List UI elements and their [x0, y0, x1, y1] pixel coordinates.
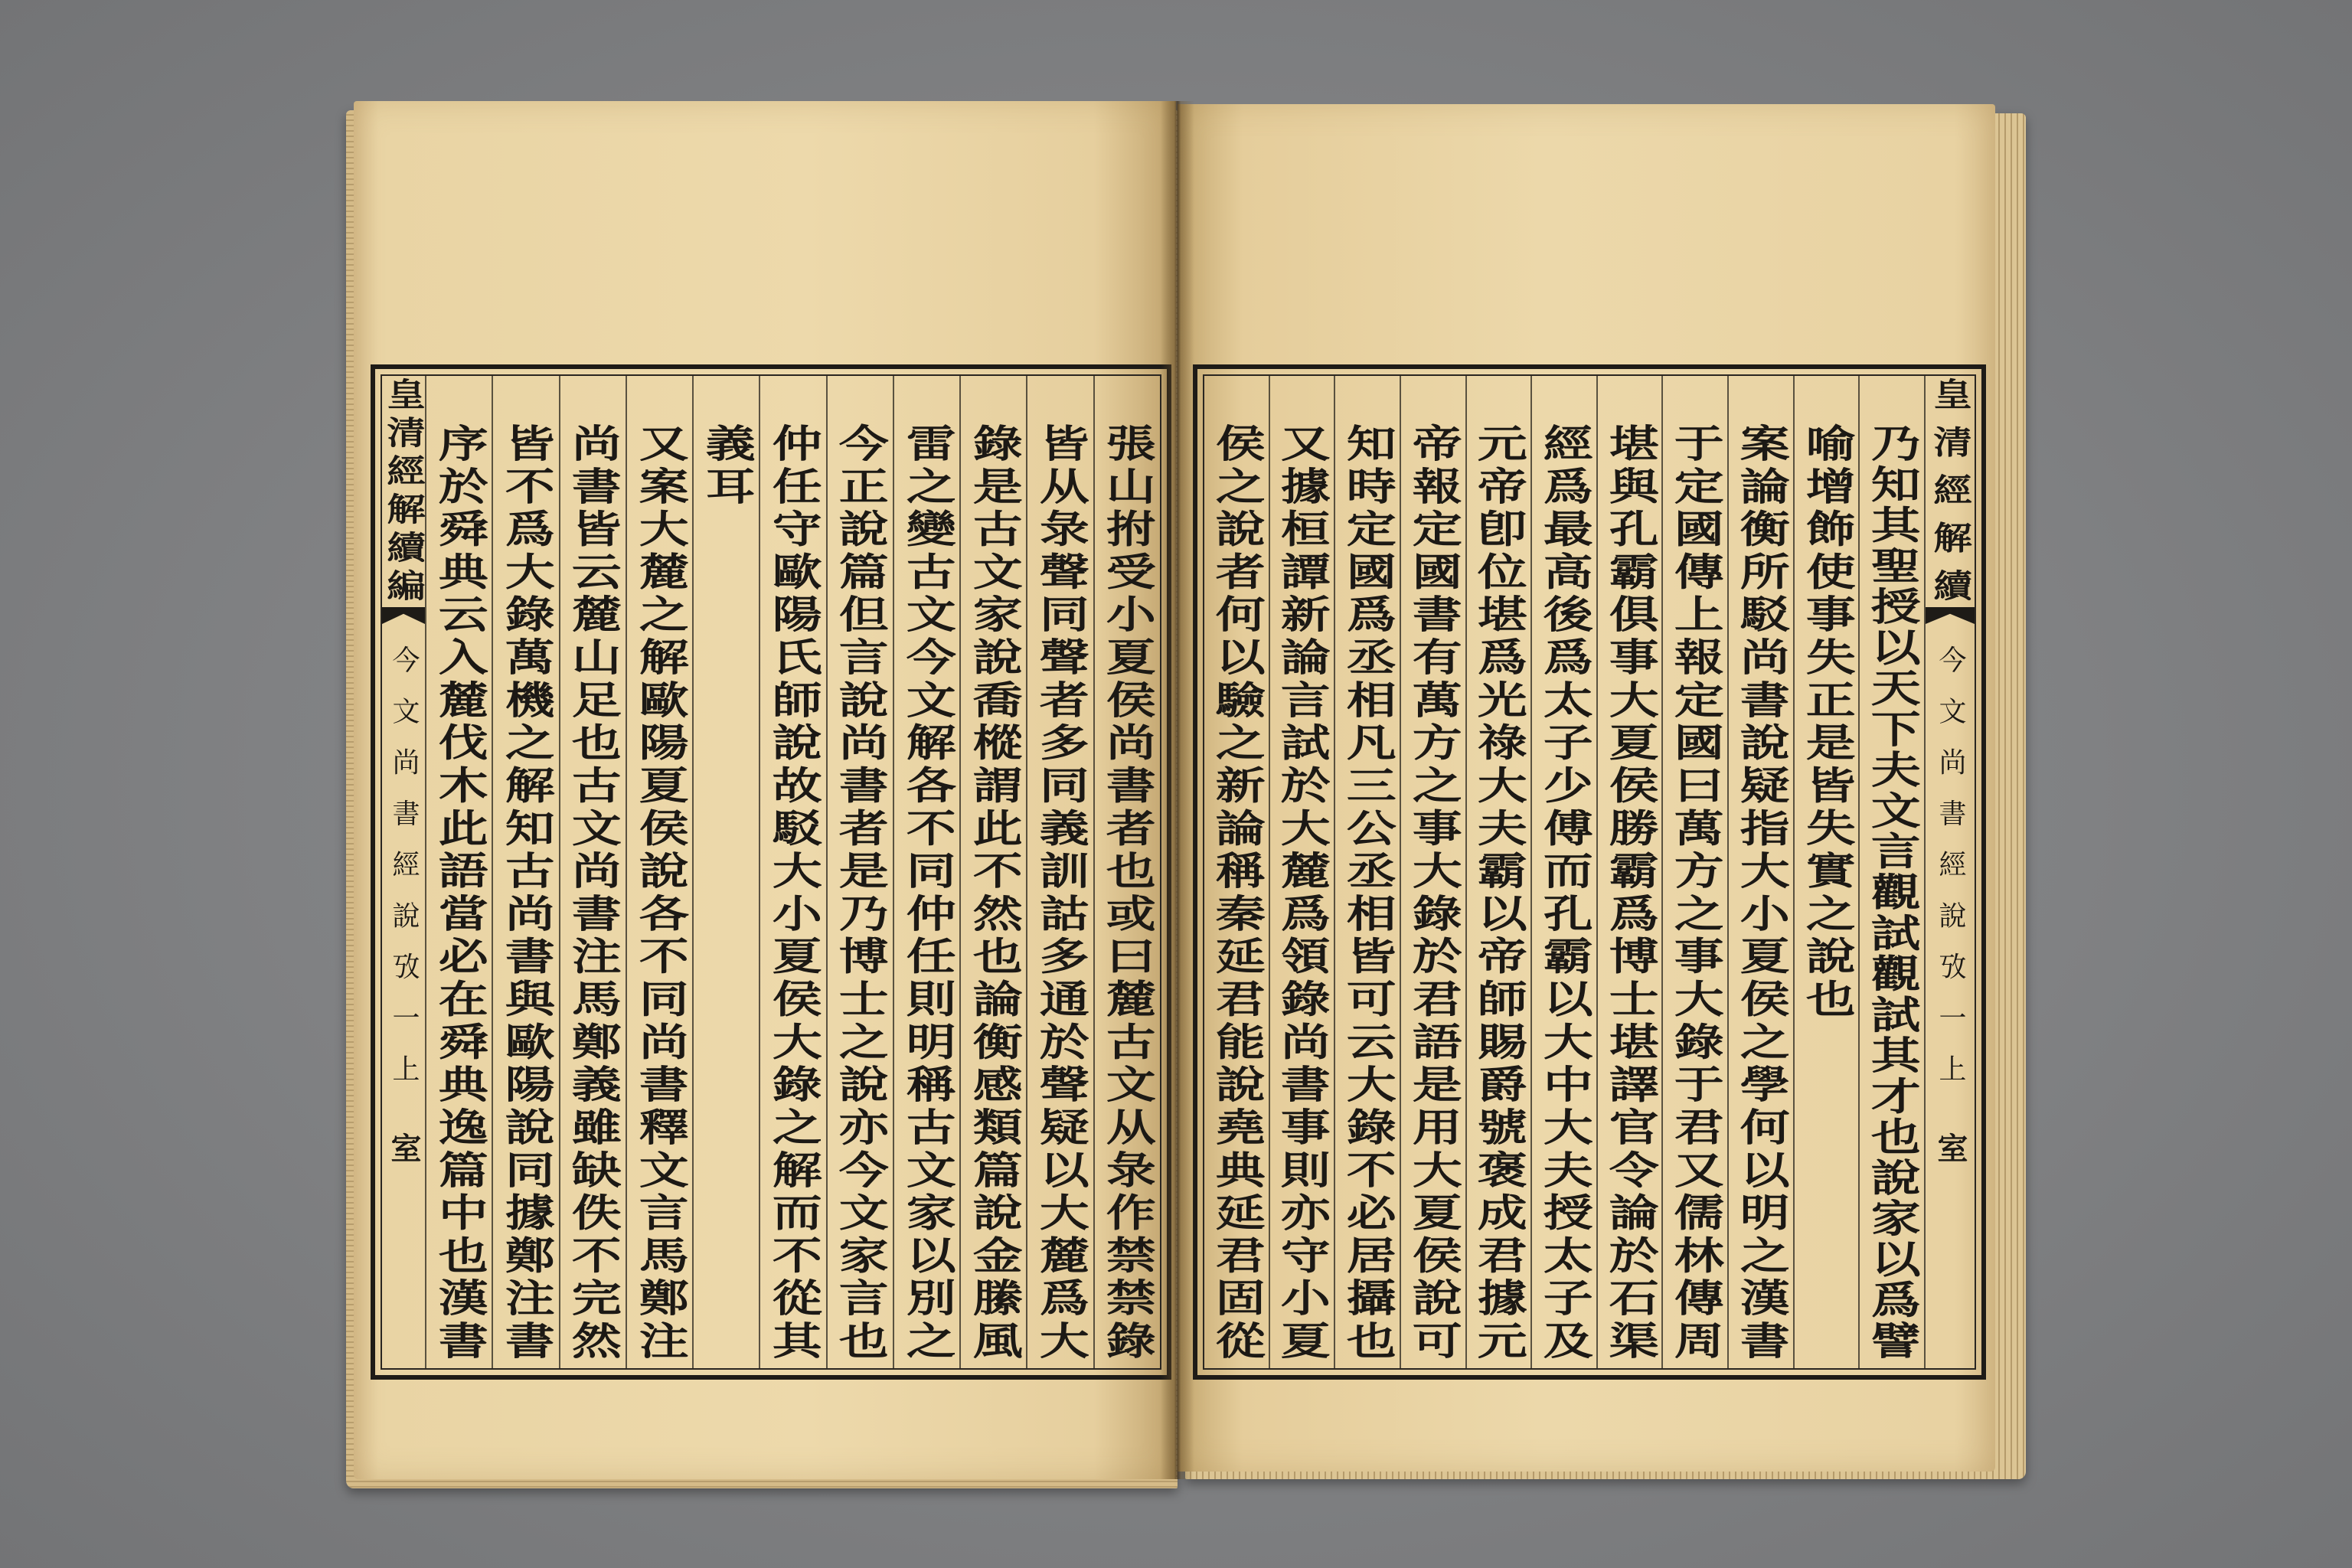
left-page — [354, 101, 1176, 1479]
text-column — [692, 376, 759, 1368]
fish-tail-mark — [382, 607, 425, 624]
text-column — [1793, 376, 1859, 1368]
column-text: 侯之說者何以驗之新論稱秦延君能說堯典延君固從 — [1207, 423, 1266, 1359]
column-text: 帝報定國書有萬方之事大錄於君語是用大夏侯說可 — [1403, 423, 1463, 1359]
block-heart-page-mark: 室 — [386, 1132, 422, 1163]
text-column — [559, 376, 626, 1368]
text-column — [1530, 376, 1596, 1368]
column-text: 皆不爲大錄萬機之解知古尚書與歐陽說同據鄭注書 — [497, 423, 556, 1359]
text-column — [1727, 376, 1793, 1368]
column-text: 張山拊受小夏侯尚書者也或曰麓古文从彔作禁禁錄 — [1098, 423, 1158, 1359]
text-column — [1596, 376, 1662, 1368]
left-page-text-columns — [425, 376, 1160, 1368]
text-column — [959, 376, 1026, 1368]
text-column — [1334, 376, 1400, 1368]
fish-tail-mark — [1926, 607, 1975, 624]
column-text: 乃知其聖授以天下夫文言觀試觀試其才也說家以爲譬 — [1863, 423, 1922, 1359]
column-text: 義耳 — [697, 423, 756, 509]
column-text: 皆从彔聲同聲者多同義訓詁多通於聲疑以大麓爲大 — [1031, 423, 1091, 1359]
block-heart-title: 皇清經解續編 — [381, 377, 426, 601]
book-spine-gutter — [1161, 101, 1194, 1479]
text-column — [893, 376, 959, 1368]
text-column — [1661, 376, 1727, 1368]
block-heart-page-mark: 室 — [1932, 1132, 1968, 1163]
column-text: 又據桓譚新論言試於大麓爲領錄尚書事則亦守小夏 — [1272, 423, 1332, 1359]
column-text: 又案大麓之解歐陽夏侯說各不同尚書釋文言馬鄭注 — [630, 423, 690, 1359]
left-page-inner-frame — [381, 374, 1161, 1370]
column-text: 案論衡所駁尚書說疑指大小夏侯之學何以明之漢書 — [1732, 423, 1791, 1359]
right-page-inner-frame — [1203, 374, 1976, 1370]
column-text: 于定國傳上報定國曰萬方之事大錄于君又儒林傳周 — [1666, 423, 1726, 1359]
column-text: 元帝卽位堪爲光祿大夫霸以帝師賜爵號褒成君據元 — [1469, 423, 1529, 1359]
column-text: 知時定國爲丞相凡三公丞相皆可云大錄不必居攝也 — [1338, 423, 1398, 1359]
text-column — [1026, 376, 1093, 1368]
column-text: 今正說篇但言說尚書者是乃博士之說亦今文家言也 — [831, 423, 890, 1359]
column-text: 雷之變古文今文解各不同仲任則明稱古文家以別之 — [897, 423, 957, 1359]
text-column — [492, 376, 558, 1368]
right-page-text-columns — [1204, 376, 1924, 1368]
text-column — [1269, 376, 1334, 1368]
column-text: 喻增飾使事失正是皆失實之說也 — [1797, 423, 1857, 1022]
text-column — [1858, 376, 1924, 1368]
text-column — [759, 376, 825, 1368]
text-column — [626, 376, 692, 1368]
right-page-block-heart — [1924, 376, 1975, 1368]
block-heart-title: 皇清經解續 — [1928, 377, 1973, 601]
right-page-print-frame — [1193, 364, 1986, 1380]
text-column — [1204, 376, 1269, 1368]
column-text: 堪與孔霸俱事大夏侯勝霸爲博士堪譯官令論於石渠 — [1600, 423, 1660, 1359]
left-page-block-heart — [382, 376, 425, 1368]
text-column — [425, 376, 492, 1368]
text-column — [1465, 376, 1531, 1368]
left-page-print-frame — [371, 364, 1171, 1380]
block-heart-subtitle: 今文尚書經說攷一上 — [1935, 645, 1966, 1082]
column-text: 仲任守歐陽氏師說故駁大小夏侯大錄之解而不從其 — [764, 423, 824, 1359]
column-text: 尚書皆云麓山足也古文尚書注馬鄭義雖缺佚不完然 — [564, 423, 623, 1359]
column-text: 序於舜典云入麓伐木此語當必在舜典逸篇中也漢書 — [430, 423, 489, 1359]
text-column — [826, 376, 893, 1368]
text-column — [1093, 376, 1160, 1368]
text-column — [1400, 376, 1465, 1368]
right-page — [1178, 104, 1995, 1472]
column-text: 經爲最高後爲太子少傅而孔霸以大中大夫授太子及 — [1535, 423, 1594, 1359]
column-text: 錄是古文家說喬樅謂此不然也論衡感類篇說金縢風 — [965, 423, 1024, 1359]
block-heart-subtitle: 今文尚書經說攷一上 — [388, 645, 420, 1082]
